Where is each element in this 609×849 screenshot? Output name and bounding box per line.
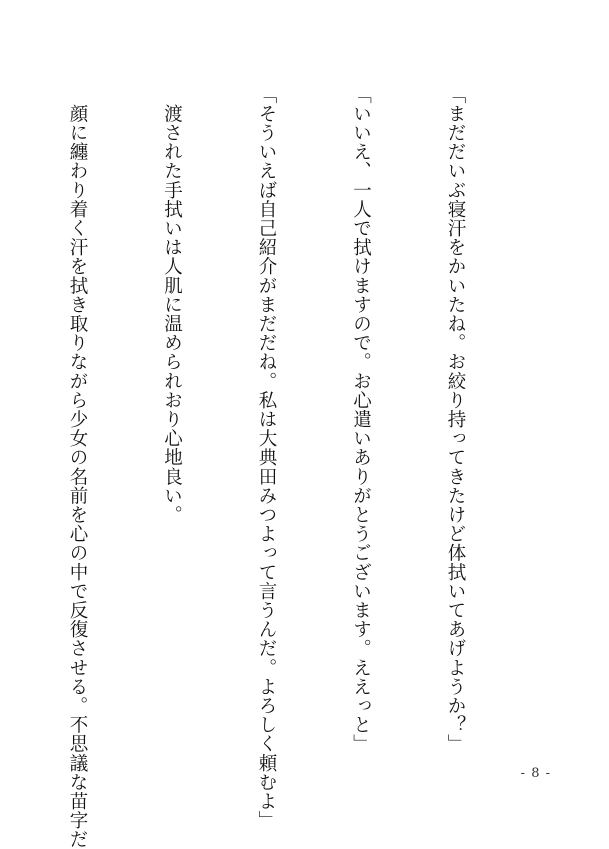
text-line: 顔に纏わり着く汗を拭き取りながら少女の名前を心の中で反復させる。不思議な苗字だ: [67, 85, 88, 849]
text-line: 「そういえば自己紹介がまだだね。私は大典田みつよって言うんだ。よろしく頼むよ」: [256, 85, 277, 830]
text-line: 「まだだいぶ寝汗をかいたね。お絞り持ってきたけど体拭いてあげようか？」: [445, 85, 466, 754]
page-number: - 8 -: [520, 766, 551, 781]
text-line: 「いいえ、一人で拭けますので。お心遣いありがとうございます。ええっと」: [350, 85, 372, 754]
vertical-text-body: [0, 85, 534, 849]
text-line: 渡された手拭いは人肌に温められおり心地良い。: [161, 85, 183, 525]
